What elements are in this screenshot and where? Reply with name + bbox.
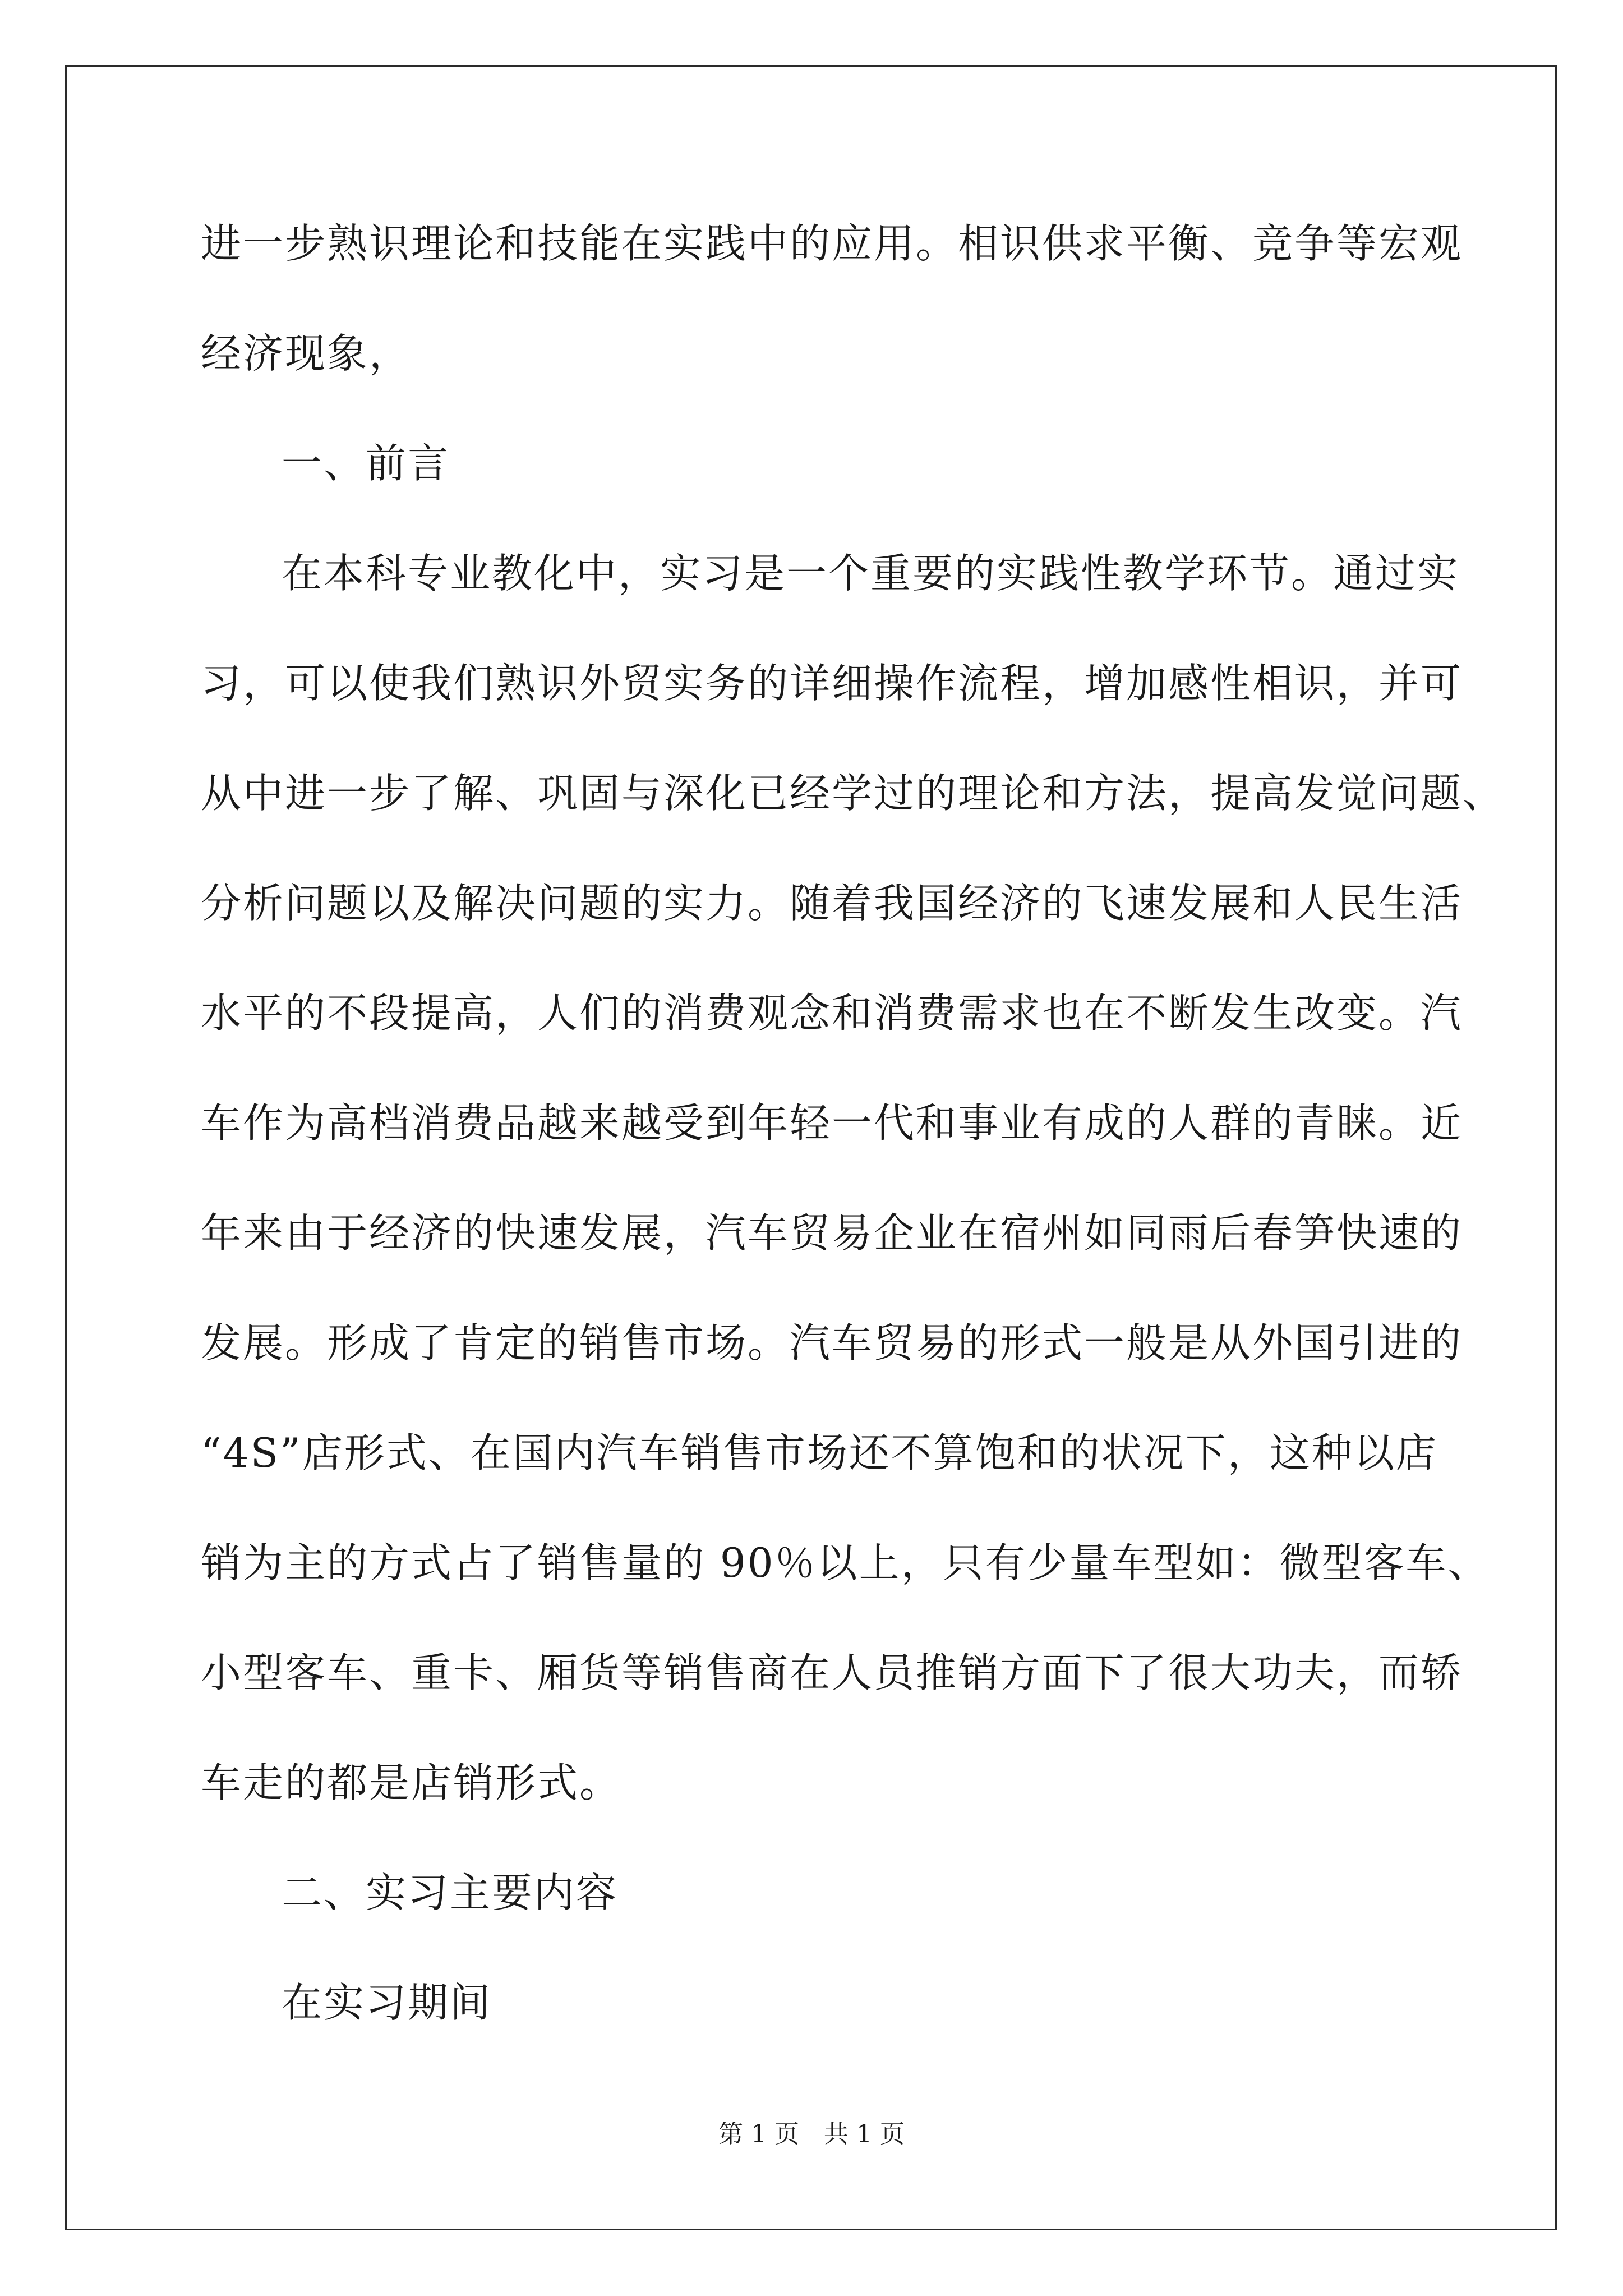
body-line: 在实习期间 [282, 1979, 492, 2026]
page-total: 共 1 页 [824, 2120, 905, 2148]
body-line: 习，可以使我们熟识外贸实务的详细操作流程，增加感性相识，并可 [201, 660, 1463, 707]
body-line: 经济现象， [201, 330, 412, 377]
body-line: 发展。形成了肯定的销售市场。汽车贸易的形式一般是从外国引进的 [201, 1319, 1463, 1366]
body-line: 水平的不段提高，人们的消费观念和消费需求也在不断发生改变。汽 [201, 990, 1463, 1037]
page-number: 第 1 页 [718, 2120, 799, 2148]
body-line: “4S”店形式、在国内汽车销售市场还不算饱和的状况下，这种以店 [201, 1429, 1438, 1476]
page-footer [0, 2118, 1623, 2151]
section-heading-main-content: 二、实习主要内容 [282, 1869, 619, 1916]
body-line: 车作为高档消费品越来越受到年轻一代和事业有成的人群的青睐。近 [201, 1099, 1463, 1147]
body-line: 从中进一步了解、巩固与深化已经学过的理论和方法，提高发觉问题、 [201, 770, 1505, 817]
body-line: 小型客车、重卡、厢货等销售商在人员推销方面下了很大功夫，而轿 [201, 1649, 1463, 1696]
body-line: 进一步熟识理论和技能在实践中的应用。相识供求平衡、竞争等宏观 [201, 220, 1463, 267]
body-line: 车走的都是店销形式。 [201, 1759, 622, 1806]
body-line: 销为主的方式占了销售量的 90％以上，只有少量车型如：微型客车、 [201, 1539, 1490, 1586]
body-line: 在本科专业教化中，实习是一个重要的实践性教学环节。通过实 [282, 550, 1460, 597]
body-line: 年来由于经济的快速发展，汽车贸易企业在宿州如同雨后春笋快速的 [201, 1209, 1463, 1257]
section-heading-preface: 一、前言 [282, 440, 450, 487]
body-line: 分析问题以及解决问题的实力。随着我国经济的飞速发展和人民生活 [201, 880, 1463, 927]
